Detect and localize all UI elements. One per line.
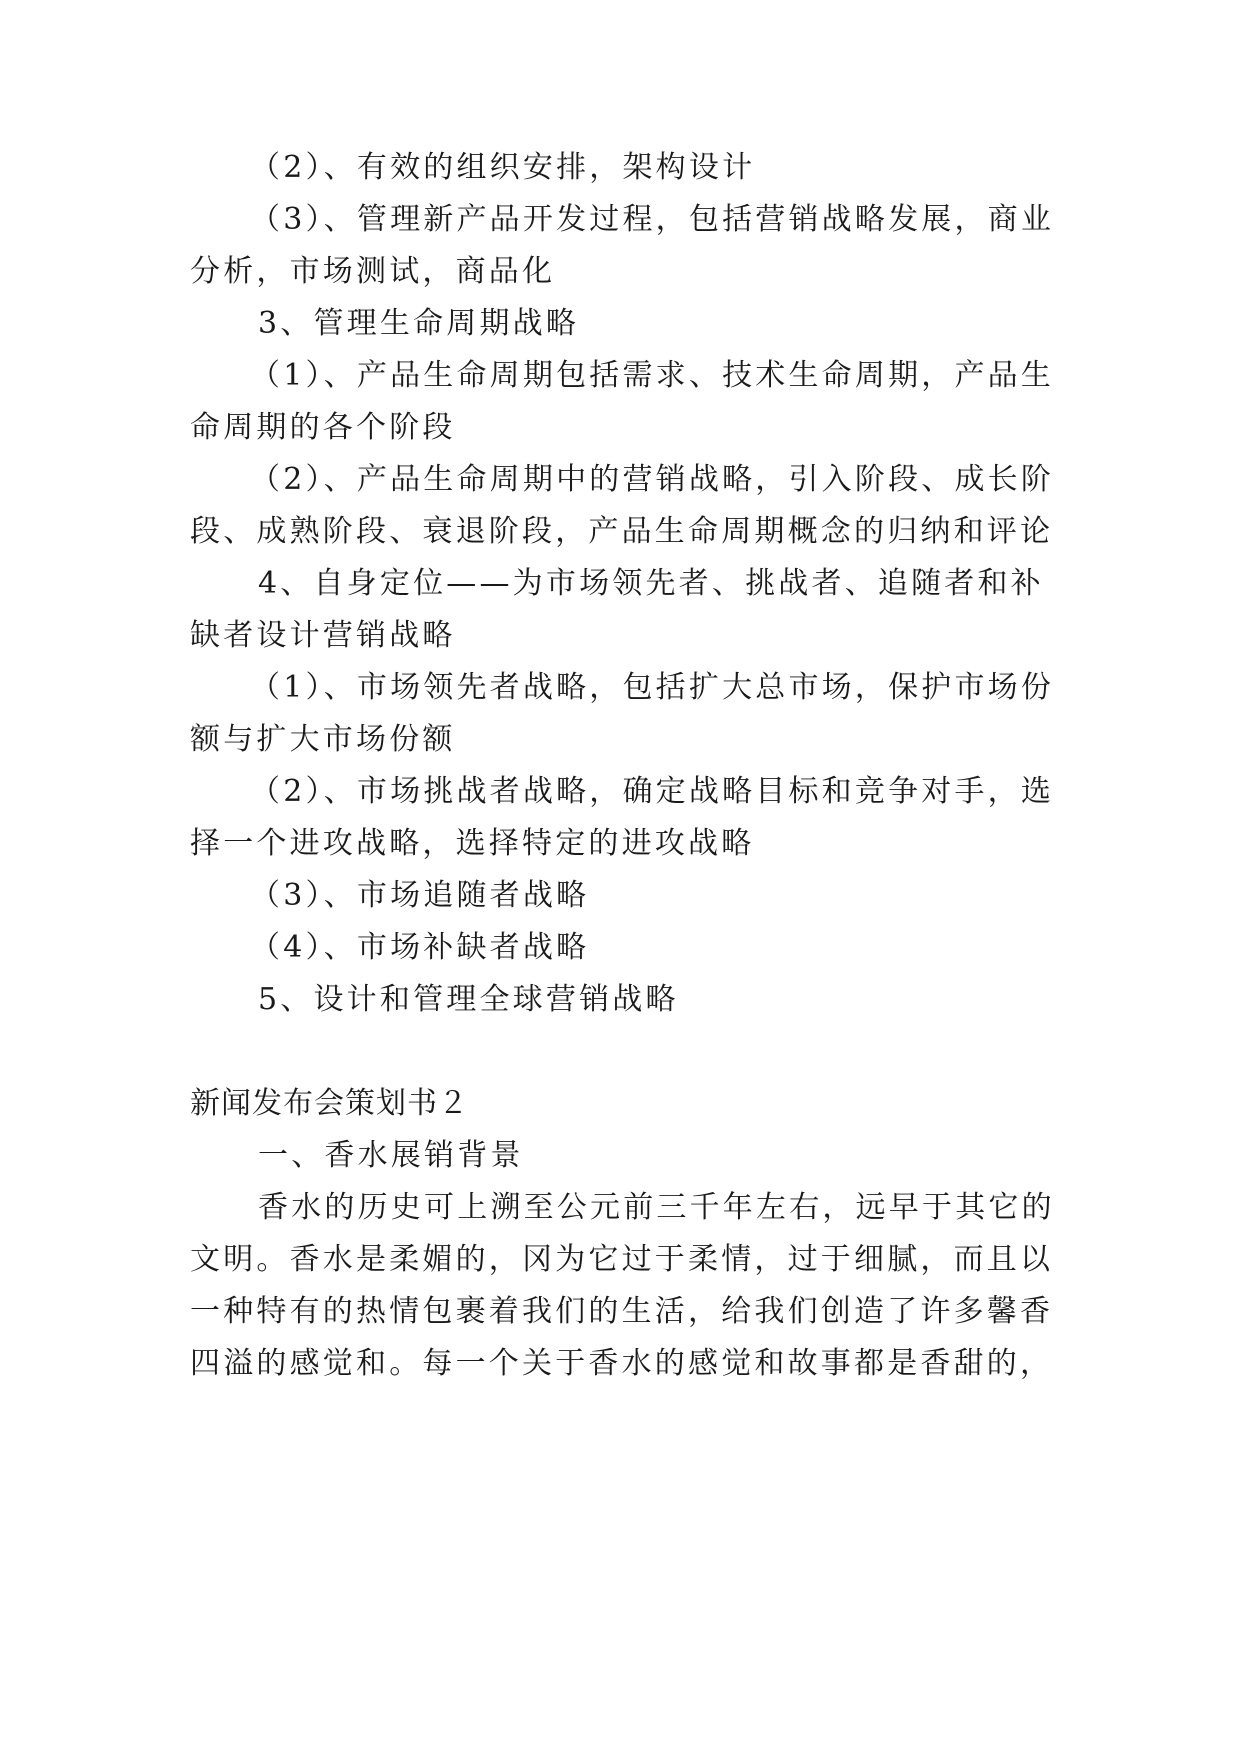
section-heading: 新闻发布会策划书２ (190, 1086, 469, 1121)
text-line: 文明。香水是柔媚的，冈为它过于柔情，过于细腻，而且以 (190, 1242, 1054, 1277)
text-line: 3、管理生命周期战略 (258, 306, 580, 341)
text-line: 四溢的感觉和。每一个关于香水的感觉和故事都是香甜的， (190, 1346, 1054, 1381)
text-line: 5、设计和管理全球营销战略 (258, 982, 679, 1017)
text-line: 额与扩大市场份额 (190, 722, 456, 757)
text-line: （2）、有效的组织安排，架构设计 (250, 150, 756, 185)
text-line: 择一个进攻战略，选择特定的进攻战略 (190, 826, 755, 861)
text-line: 命周期的各个阶段 (190, 410, 456, 445)
text-line: 一种特有的热情包裹着我们的生活，给我们创造了许多馨香 (190, 1294, 1054, 1329)
text-line: 4、自身定位——为市场领先者、挑战者、追随者和补 (258, 566, 1044, 601)
text-line: （4）、市场补缺者战略 (250, 930, 590, 965)
text-line: （2）、产品生命周期中的营销战略，引入阶段、成长阶 (250, 462, 1055, 497)
text-line: （1）、市场领先者战略，包括扩大总市场，保护市场份 (250, 670, 1055, 705)
text-line: 香水的历史可上溯至公元前三千年左右，远早于其它的 (258, 1190, 1055, 1225)
subsection-heading: 一、香水展销背景 (258, 1138, 524, 1173)
text-line: （1）、产品生命周期包括需求、技术生命周期，产品生 (250, 358, 1055, 393)
text-line: 缺者设计营销战略 (190, 618, 456, 653)
text-line: （3）、管理新产品开发过程，包括营销战略发展，商业 (250, 202, 1055, 237)
text-line: 分析，市场测试，商品化 (190, 254, 556, 289)
text-line: 段、成熟阶段、衰退阶段，产品生命周期概念的归纳和评论 (190, 514, 1054, 549)
text-line: （3）、市场追随者战略 (250, 878, 590, 913)
text-line: （2）、市场挑战者战略，确定战略目标和竞争对手，选 (250, 774, 1055, 809)
